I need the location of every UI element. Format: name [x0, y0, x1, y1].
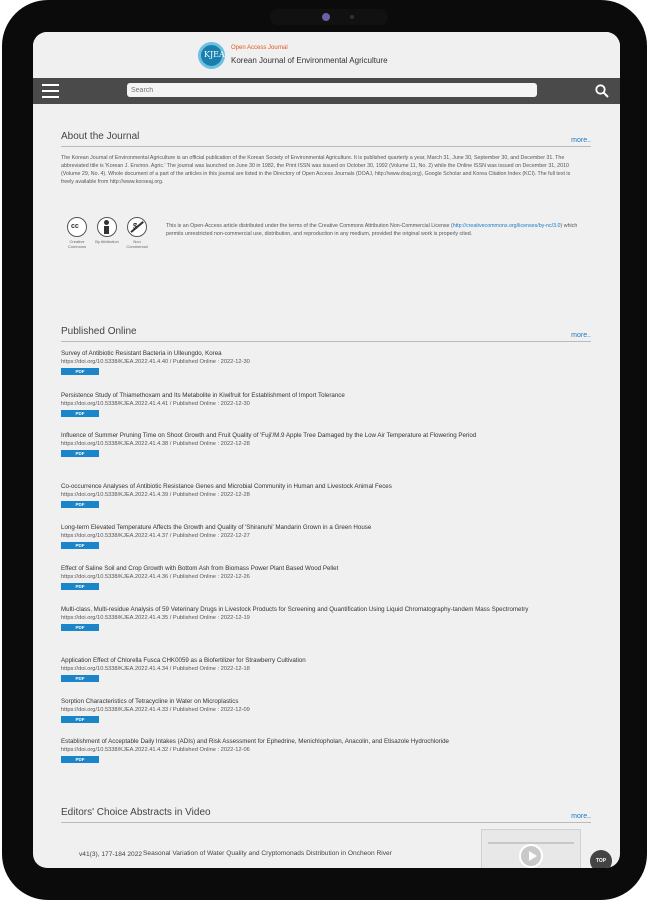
published-title: Published Online: [61, 326, 137, 337]
attribution-label: By Attribution: [95, 239, 119, 244]
cc-label: Creative Commons: [67, 239, 87, 249]
article-title[interactable]: Survey of Antibiotic Resistant Bacteria in Ulleungdo, Korea: [61, 350, 222, 357]
pdf-button[interactable]: PDF: [61, 450, 99, 457]
article-item: [61, 432, 591, 457]
journal-logo[interactable]: [198, 42, 225, 69]
sensor-icon: [350, 15, 354, 19]
about-title: About the Journal: [61, 131, 140, 142]
article-doi[interactable]: https://doi.org/10.5338/KJEA.2022.41.4.39 / Published Online : 2022-12-28: [61, 492, 250, 498]
search-icon[interactable]: [595, 84, 609, 98]
pdf-button[interactable]: PDF: [61, 756, 99, 763]
cc-icon: cc: [67, 217, 87, 237]
article-title[interactable]: Long-term Elevated Temperature Affects the Growth and Quality of 'Shiranuhi' Mandarin Grown in a Green House: [61, 524, 372, 531]
pdf-button[interactable]: PDF: [61, 410, 99, 417]
navbar: [33, 78, 620, 104]
article-doi[interactable]: https://doi.org/10.5338/KJEA.2022.41.4.32 / Published Online : 2022-12-06: [61, 747, 250, 753]
editors-more-link[interactable]: more..: [571, 813, 591, 820]
non-commercial-icon: [127, 217, 147, 237]
article-title[interactable]: Co-occurrence Analyses of Antibiotic Resistance Genes and Microbial Community in Human and Livestock Animal Feces: [61, 483, 392, 490]
article-title[interactable]: Effect of Saline Soil and Crop Growth with Bottom Ash from Biomass Power Plant Based Wood Pellet: [61, 565, 339, 572]
pdf-button[interactable]: PDF: [61, 675, 99, 682]
cc-license-badges[interactable]: [67, 217, 157, 257]
article-doi[interactable]: https://doi.org/10.5338/KJEA.2022.41.4.33 / Published Online : 2022-12-09: [61, 707, 250, 713]
article-item: [61, 606, 591, 631]
attribution-icon: [97, 217, 117, 237]
screen: [33, 32, 620, 868]
menu-icon[interactable]: [42, 84, 59, 98]
article-item: [61, 657, 591, 682]
published-more-link[interactable]: more..: [571, 332, 591, 339]
license-text: [166, 222, 584, 238]
divider: [61, 822, 591, 823]
pdf-button[interactable]: PDF: [61, 583, 99, 590]
article-doi[interactable]: https://doi.org/10.5338/KJEA.2022.41.4.37 / Published Online : 2022-12-27: [61, 533, 250, 539]
article-item: [61, 698, 591, 723]
non-commercial-label: Non Commercial: [126, 239, 148, 249]
video-thumbnail[interactable]: [481, 829, 581, 868]
divider: [61, 341, 591, 342]
article-item: [61, 483, 591, 508]
license-link[interactable]: http://creativecommons.org/licenses/by-nc/3.0: [452, 223, 561, 229]
video-list-item[interactable]: [61, 829, 591, 868]
license-suffix: ) which permits unrestricted non-commercial use, distribution, and reproduction in any medium, provided the original work is properly cited.: [166, 223, 578, 237]
tablet-bezel: [2, 0, 647, 900]
article-doi[interactable]: https://doi.org/10.5338/KJEA.2022.41.4.41 / Published Online : 2022-12-30: [61, 401, 250, 407]
article-doi[interactable]: https://doi.org/10.5338/KJEA.2022.41.4.38 / Published Online : 2022-12-28: [61, 441, 250, 447]
article-title[interactable]: Establishment of Acceptable Daily Intakes (ADIs) and Risk Assessment for Ephedrine, Menichlopholan, Anacolin, and Etisazole Hydrochloride: [61, 738, 449, 745]
site-header: [33, 32, 620, 78]
about-more-link[interactable]: more..: [571, 137, 591, 144]
divider: [61, 146, 591, 147]
article-title[interactable]: Multi-class, Multi-residue Analysis of 59 Veterinary Drugs in Livestock Products for Screening and Quantification Using Liquid Chromatography-tandem Mass Spectrometry: [61, 606, 529, 613]
brand-subtitle: Open Access Journal: [231, 45, 288, 51]
camera-icon: [322, 13, 330, 21]
pdf-button[interactable]: PDF: [61, 542, 99, 549]
article-item: [61, 565, 591, 590]
pdf-button[interactable]: PDF: [61, 624, 99, 631]
article-item: [61, 350, 591, 375]
camera-bar: [270, 9, 388, 25]
article-doi[interactable]: https://doi.org/10.5338/KJEA.2022.41.4.34 / Published Online : 2022-12-18: [61, 666, 250, 672]
brand-title[interactable]: Korean Journal of Environmental Agriculture: [231, 56, 388, 65]
pdf-button[interactable]: PDF: [61, 716, 99, 723]
article-item: [61, 738, 591, 763]
article-title[interactable]: Application Effect of Chlorella Fusca CHK0059 as a Biofertilizer for Strawberry Cultivation: [61, 657, 306, 664]
license-prefix: This is an Open-Access article distributed under the terms of the Creative Commons Attribution Non-Commercial License (: [166, 223, 453, 229]
back-to-top-button[interactable]: TOP: [590, 850, 612, 868]
video-title[interactable]: Seasonal Variation of Water Quality and Cryptomonads Distribution in Oncheon River: [143, 850, 392, 857]
article-title[interactable]: Influence of Summer Pruning Time on Shoot Growth and Fruit Quality of 'Fuji'/M.9 Apple Tree Damaged by the Low Air Temperature at Flowering Period: [61, 432, 477, 439]
article-doi[interactable]: https://doi.org/10.5338/KJEA.2022.41.4.35 / Published Online : 2022-12-19: [61, 615, 250, 621]
pdf-button[interactable]: PDF: [61, 368, 99, 375]
article-item: [61, 524, 591, 549]
article-doi[interactable]: https://doi.org/10.5338/KJEA.2022.41.4.40 / Published Online : 2022-12-30: [61, 359, 250, 365]
pdf-button[interactable]: PDF: [61, 501, 99, 508]
search-input[interactable]: [127, 83, 537, 97]
article-item: [61, 392, 591, 417]
play-icon[interactable]: [519, 844, 543, 868]
video-issue: v41(3), 177-184 2022: [79, 851, 143, 858]
article-title[interactable]: Sorption Characteristics of Tetracycline in Water on Microplastics: [61, 698, 239, 705]
editors-title: Editors' Choice Abstracts in Video: [61, 807, 211, 818]
article-doi[interactable]: https://doi.org/10.5338/KJEA.2022.41.4.36 / Published Online : 2022-12-26: [61, 574, 250, 580]
article-title[interactable]: Persistence Study of Thiamethoxam and Its Metabolite in Kiwifruit for Establishment of Import Tolerance: [61, 392, 345, 399]
about-description: The Korean Journal of Environmental Agriculture is an official publication of the Korean Society of Environmental Agriculture. It is published quarterly a year, March 31, June 30, September 30, and December 31. The abbreviated title is 'Korean J. Environ. Agric.' The journal was launched on June 30 in 1982, the Print ISSN was issued on October 30, 1992 (Volume 11, No. 2) while the Online ISSN was issued on December 31, 2010 (Volume 29, No. 4). Whole document of a part of the articles in this journal are listed in the Directory of Open Access Journals (DOAJ, http://www.doaj.org), Google Scholar and Korea Citation Index (KCI). The full text is freely available from http://www.korseaj.org.: [61, 155, 571, 185]
logo-text: KJEA: [204, 50, 225, 59]
